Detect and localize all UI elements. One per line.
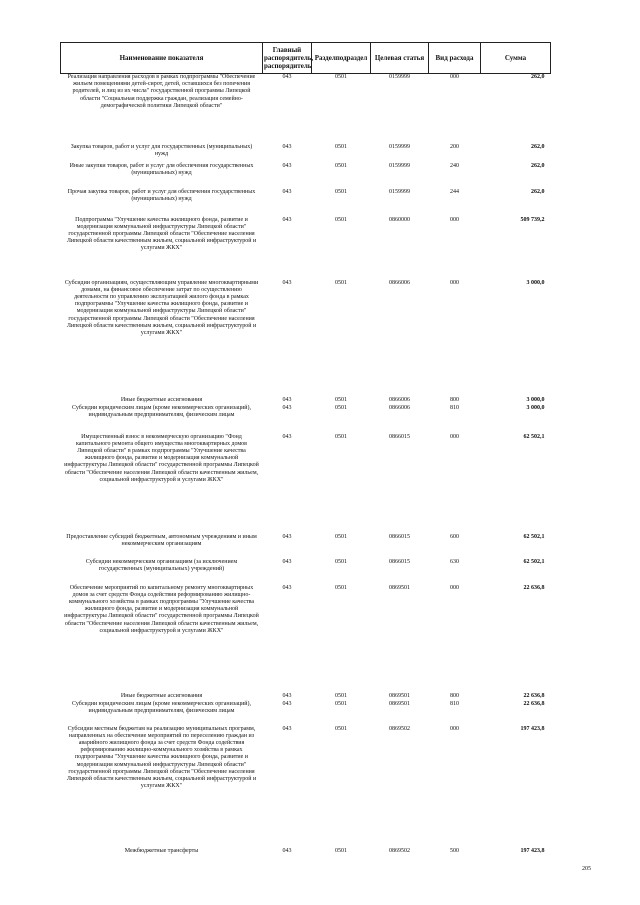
manager-code-cell: 043 <box>282 74 292 80</box>
manager-code-cell: 043 <box>282 700 292 707</box>
sum-cell: 262,0 <box>531 74 545 80</box>
section-code-cell: 0501 <box>335 725 347 732</box>
expense-type-cell: 000 <box>450 433 459 440</box>
sum-cell: 3 000,0 <box>526 279 545 286</box>
table-row <box>61 405 551 434</box>
sum-cell: 22 636,8 <box>523 584 545 591</box>
target-article-cell: 0869501 <box>389 584 410 591</box>
table-body <box>61 74 551 858</box>
section-code-cell: 0501 <box>335 279 347 286</box>
expense-type-cell: 600 <box>450 533 459 540</box>
table-row <box>61 726 551 848</box>
indicator-name-cell: Обеспечение мероприятий по капитальному ремонту многоквартирных домов за счет средств Фонда содействия реформированию жилищно-коммунального хозяйства в рамках подпрограммы "Улучшение качества жилищного фонда, развитие и модернизация коммунальной инфраструктуры Липецкой области" государственной программы Липецкой области "Обеспечение населения Липецкой области качественным жильем, социальной инфраструктурой и услугами ЖКХ" <box>64 584 259 634</box>
section-code-cell: 0501 <box>335 584 347 591</box>
table-row <box>61 280 551 397</box>
table-row <box>61 693 551 701</box>
header-target-article: Целевая статья <box>371 43 429 74</box>
table-row <box>61 434 551 534</box>
section-code-cell: 0501 <box>335 692 347 699</box>
header-expense-type: Вид расхода <box>429 43 481 74</box>
target-article-cell: 0869502 <box>389 725 410 732</box>
sum-cell: 62 502,1 <box>523 433 545 440</box>
indicator-name-cell: Субсидии юридическим лицам (кроме некоммерческих организаций), индивидуальным предпринимателям, физическим лицам <box>72 404 251 418</box>
expense-type-cell: 800 <box>450 692 459 699</box>
target-article-cell: 0869501 <box>389 692 410 699</box>
section-code-cell: 0501 <box>335 558 347 565</box>
indicator-name-cell: Субсидии местным бюджетам на реализацию муниципальных программ, направленных на обеспечение мероприятий по переселению граждан из аварийного жилищного фонда за счет средств Фонда содействия реформированию жилищно-коммунального хозяйства в рамках подпрограммы "Улучшение качества жилищного фонда, развитие и модернизация коммунальной инфраструктуры Липецкой области" государственной программы Липецкой области "Обеспечение населения Липецкой области качественным жильем, социальной инфраструктурой и услугами ЖКХ" <box>66 725 257 790</box>
table-row <box>61 397 551 405</box>
table-row <box>61 144 551 163</box>
table-row <box>61 534 551 559</box>
manager-code-cell: 043 <box>282 558 292 565</box>
expense-type-cell: 810 <box>450 700 459 707</box>
indicator-name-cell: Прочая закупка товаров, работ и услуг для обеспечения государственных (муниципальных) нужд <box>67 188 256 202</box>
expense-type-cell: 000 <box>450 74 459 80</box>
target-article-cell: 0866006 <box>389 396 410 403</box>
expense-type-cell: 000 <box>450 279 459 286</box>
table-header <box>61 43 551 74</box>
expense-type-cell: 000 <box>450 725 459 732</box>
indicator-name-cell: Предоставление субсидий бюджетным, автономным учреждениям и иным некоммерческим организациям <box>66 533 257 547</box>
section-code-cell: 0501 <box>335 533 347 540</box>
manager-code-cell: 043 <box>282 279 292 286</box>
header-sum: Сумма <box>481 43 551 74</box>
table-row <box>61 217 551 280</box>
section-code-cell: 0501 <box>335 162 347 169</box>
sum-cell: 509 739,2 <box>520 216 545 223</box>
target-article-cell: 0159999 <box>389 143 410 150</box>
target-article-cell: 0869502 <box>389 847 410 854</box>
target-article-cell: 0860000 <box>389 216 410 223</box>
expense-type-cell: 200 <box>450 143 459 150</box>
target-article-cell: 0866015 <box>389 533 410 540</box>
indicator-name-cell: Имущественный взнос в некоммерческую организацию "Фонд капитального ремонта общего имущества многоквартирных домов Липецкой области" в рамках подпрограммы "Улучшение качества жилищного фонда, развитие и модернизация коммунальной инфраструктуры Липецкой области" государственной программы Липецкой области "Обеспечение населения Липецкой области качественным жильем, социальной инфраструктурой и услугами ЖКХ" <box>64 433 259 483</box>
expense-type-cell: 244 <box>450 188 459 195</box>
expense-type-cell: 000 <box>450 584 459 591</box>
target-article-cell: 0866006 <box>389 404 410 411</box>
target-article-cell: 0869501 <box>389 700 410 707</box>
sum-cell: 3 000,0 <box>526 404 545 411</box>
header-name: Наименование показателя <box>61 43 263 74</box>
page-number: 205 <box>582 866 591 872</box>
sum-cell: 262,0 <box>531 143 545 150</box>
section-code-cell: 0501 <box>335 74 347 80</box>
table-row <box>61 74 551 144</box>
manager-code-cell: 043 <box>282 847 292 854</box>
manager-code-cell: 043 <box>282 692 292 699</box>
indicator-name-cell: Закупка товаров, работ и услуг для государственных (муниципальных) нужд <box>70 143 253 157</box>
section-code-cell: 0501 <box>335 188 347 195</box>
manager-code-cell: 043 <box>282 162 292 169</box>
sum-cell: 62 502,1 <box>523 558 545 565</box>
manager-code-cell: 043 <box>282 725 292 732</box>
table-row <box>61 848 551 858</box>
indicator-name-cell: Межбюджетные трансферты <box>124 847 199 854</box>
sum-cell: 3 000,0 <box>526 396 545 403</box>
sum-cell: 197 423,8 <box>520 725 545 732</box>
manager-code-cell: 043 <box>282 404 292 411</box>
manager-code-cell: 043 <box>282 433 292 440</box>
expense-type-cell: 500 <box>450 847 459 854</box>
expense-type-cell: 810 <box>450 404 459 411</box>
target-article-cell: 0159999 <box>389 162 410 169</box>
target-article-cell: 0866015 <box>389 433 410 440</box>
document-page <box>60 42 550 858</box>
section-code-cell: 0501 <box>335 847 347 854</box>
manager-code-cell: 043 <box>282 584 292 591</box>
table-row <box>61 189 551 217</box>
sum-cell: 22 636,8 <box>523 700 545 707</box>
manager-code-cell: 043 <box>282 396 292 403</box>
section-code-cell: 0501 <box>335 404 347 411</box>
expense-type-cell: 630 <box>450 558 459 565</box>
header-main-manager: Главный распорядитель, распорядитель <box>263 43 312 74</box>
table-row <box>61 163 551 189</box>
target-article-cell: 0159999 <box>389 188 410 195</box>
budget-table <box>60 42 551 858</box>
manager-code-cell: 043 <box>282 143 292 150</box>
section-code-cell: 0501 <box>335 700 347 707</box>
table-row <box>61 559 551 585</box>
section-code-cell: 0501 <box>335 433 347 440</box>
sum-cell: 197 423,8 <box>520 847 545 854</box>
indicator-name-cell: Иные бюджетные ассигнования <box>120 692 203 699</box>
expense-type-cell: 240 <box>450 162 459 169</box>
sum-cell: 62 502,1 <box>523 533 545 540</box>
expense-type-cell: 000 <box>450 216 459 223</box>
section-code-cell: 0501 <box>335 396 347 403</box>
target-article-cell: 0866006 <box>389 279 410 286</box>
manager-code-cell: 043 <box>282 216 292 223</box>
manager-code-cell: 043 <box>282 533 292 540</box>
indicator-name-cell: Иные бюджетные ассигнования <box>120 396 203 403</box>
sum-cell: 262,0 <box>531 162 545 169</box>
sum-cell: 262,0 <box>531 188 545 195</box>
indicator-name-cell: Иные закупки товаров, работ и услуг для обеспечения государственных (муниципальных) нужд <box>69 162 254 176</box>
indicator-name-cell: Субсидии юридическим лицам (кроме некоммерческих организаций), индивидуальным предпринимателям, физическим лицам <box>72 700 251 714</box>
sum-cell: 22 636,8 <box>523 692 545 699</box>
indicator-name-cell: Подпрограмма "Улучшение качества жилищного фонда, развитие и модернизация коммунальной инфраструктуры Липецкой области" государственной программы Липецкой области "Обеспечение населения Липецкой области качественным жильем, социальной инфраструктурой и услугами ЖКХ" <box>66 216 257 252</box>
indicator-name-cell: Субсидии организациям, осуществляющим управление многоквартирными домами, на финансовое обеспечение затрат по осуществлению деятельности по управлению эксплуатацией жилого фонда в рамках подпрограммы "Улучшение качества жилищного фонда, развитие и модернизация коммунальной инфраструктуры Липецкой области" государственной программы Липецкой области "Обеспечение населения Липецкой области качественным жильем, социальной инфраструктурой и услугами ЖКХ" <box>64 279 259 336</box>
header-section: Разделподраздел <box>312 43 371 74</box>
indicator-name-cell: Реализация направления расходов в рамках подпрограммы "Обеспечение жильем помещениями детей-сирот, детей, оставшихся без попечения родителей, и лиц из их числа" государственной программы Липецкой области "Социальная поддержка граждан, реализация семейно-демографической политики Липецкой области" <box>67 74 256 109</box>
section-code-cell: 0501 <box>335 143 347 150</box>
target-article-cell: 0866015 <box>389 558 410 565</box>
indicator-name-cell: Субсидии некоммерческим организациям (за исключением государственных (муниципальных) учреждений) <box>85 558 238 572</box>
table-row <box>61 701 551 726</box>
target-article-cell: 0159999 <box>389 74 410 80</box>
expense-type-cell: 800 <box>450 396 459 403</box>
manager-code-cell: 043 <box>282 188 292 195</box>
section-code-cell: 0501 <box>335 216 347 223</box>
table-row <box>61 585 551 693</box>
